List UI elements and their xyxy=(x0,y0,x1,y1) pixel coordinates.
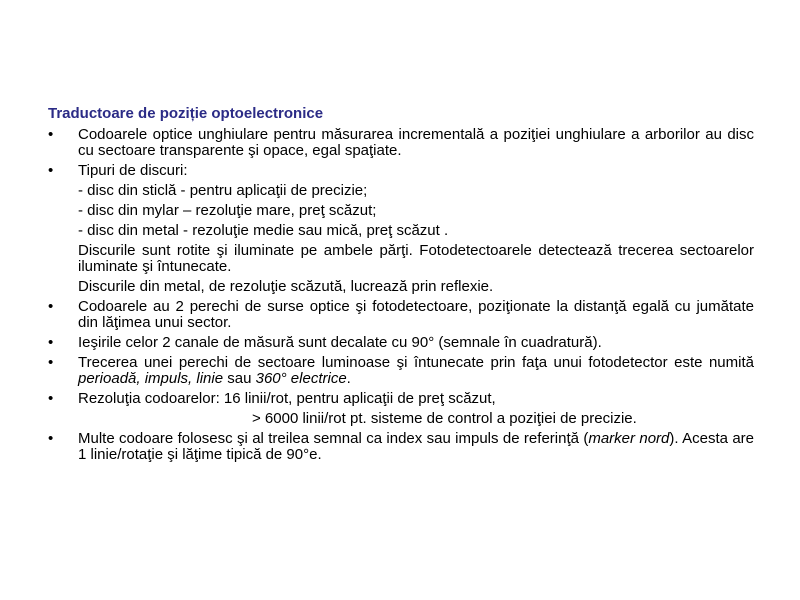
continuation-text: > 6000 linii/rot pt. sisteme de control a poziţiei de precizie. xyxy=(252,410,637,427)
continuation-line xyxy=(48,411,754,427)
text-run: ). Acesta are 1 linie/rotaţie şi lăţime tipică de 90°e. xyxy=(78,430,754,463)
text-run: Multe codoare folosesc şi al treilea semnal ca index sau impuls de referinţă ( xyxy=(78,430,589,447)
bullet-icon: • xyxy=(48,126,54,143)
bullet-text: Ieşirile celor 2 canale de măsură sunt decalate cu 90° (semnale în cuadratură). xyxy=(78,334,602,351)
slide-content xyxy=(48,106,754,467)
bullet-icon: • xyxy=(48,334,54,351)
bullet-item xyxy=(48,299,754,331)
sub-item xyxy=(48,203,754,219)
bullet-text: Codoarele optice unghiulare pentru măsurarea incrementală a poziţiei unghiulare a arborilor au disc cu sectoare transparente şi opace, egal spaţiate. xyxy=(78,126,754,159)
bullet-item xyxy=(48,127,754,159)
sub-item xyxy=(48,183,754,199)
emphasis-text: perioadă, impuls, linie xyxy=(78,370,224,387)
text-run: . xyxy=(346,370,351,387)
sub-item-text: - disc din metal - rezoluţie medie sau mică, preţ scăzut . xyxy=(78,222,449,239)
sub-item-text: - disc din mylar – rezoluţie mare, preţ scăzut; xyxy=(78,202,377,219)
paragraph-text: Discurile sunt rotite şi iluminate pe ambele părţi. Fotodetectoarele detectează trecerea sectoarelor iluminate şi întunecate. xyxy=(78,242,754,275)
bullet-item xyxy=(48,431,754,463)
bullet-icon: • xyxy=(48,430,54,447)
bullet-item xyxy=(48,335,754,351)
text-run: sau xyxy=(223,370,256,387)
text-run: Trecerea unei perechi de sectoare luminoase şi întunecate prin faţa unui fotodetector este numită xyxy=(78,354,754,371)
bullet-icon: • xyxy=(48,390,54,407)
bullet-text xyxy=(78,430,754,463)
emphasis-text: 360° electrice xyxy=(255,370,347,387)
bullet-item xyxy=(48,355,754,387)
bullet-text: Codoarele au 2 perechi de surse optice şi fotodetectoare, poziţionate la distanţă egală cu jumătate din lăţimea unui sector. xyxy=(78,298,754,331)
bullet-item xyxy=(48,163,754,179)
paragraph-text: Discurile din metal, de rezoluţie scăzută, lucrează prin reflexie. xyxy=(78,278,494,295)
bullet-text xyxy=(78,354,754,387)
paragraph xyxy=(48,243,754,275)
bullet-text: Tipuri de discuri: xyxy=(78,162,188,179)
bullet-item xyxy=(48,391,754,407)
sub-item-text: - disc din sticlă - pentru aplicaţii de precizie; xyxy=(78,182,368,199)
bullet-text: Rezoluţia codoarelor: 16 linii/rot, pentru aplicaţii de preţ scăzut, xyxy=(78,390,496,407)
bullet-icon: • xyxy=(48,298,54,315)
paragraph xyxy=(48,279,754,295)
emphasis-text: marker nord xyxy=(588,430,670,447)
bullet-icon: • xyxy=(48,354,54,371)
bullet-icon: • xyxy=(48,162,54,179)
sub-item xyxy=(48,223,754,239)
slide-title: Traductoare de poziție optoelectronice xyxy=(48,105,324,122)
